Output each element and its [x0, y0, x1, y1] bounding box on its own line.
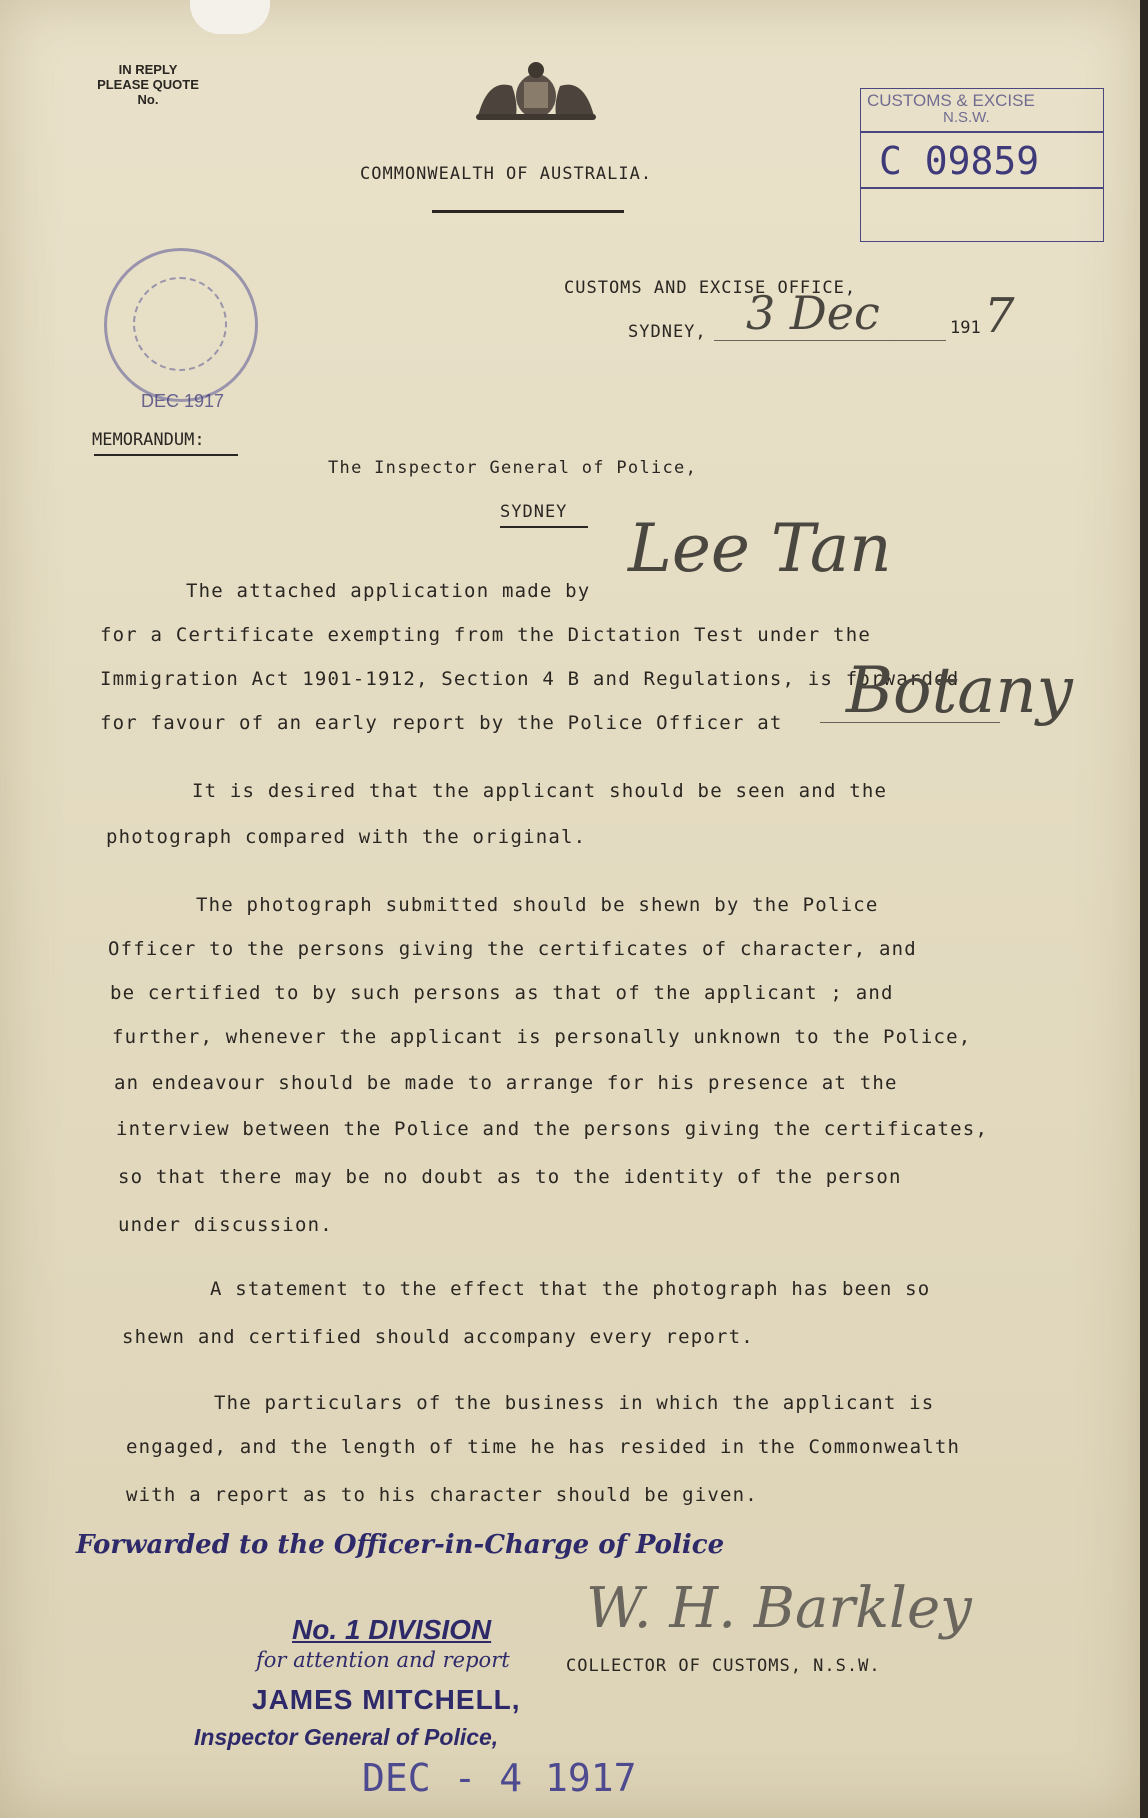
page-edge: [1140, 0, 1148, 1818]
forwarded-stamp: Forwarded to the Officer-in-Charge of Police: [76, 1530, 725, 1560]
p3-line-4: further, whenever the applicant is personally unknown to the Police,: [112, 1026, 972, 1048]
p3-line-2: Officer to the persons giving the certificates of character, and: [108, 938, 917, 960]
p3-line-3: be certified to by such persons as that of the applicant ; and: [110, 982, 894, 1004]
location-handwritten: Botany: [846, 654, 1073, 728]
stamp-divider-2: [861, 187, 1103, 189]
p1-line-4: for favour of an early report by the Police Officer at: [100, 712, 783, 734]
p3-line-7: so that there may be no doubt as to the identity of the person: [118, 1166, 902, 1188]
inspector-name: JAMES MITCHELL,: [252, 1684, 521, 1715]
received-stamp-date: DEC 1917: [141, 391, 225, 411]
coat-of-arms-icon: [468, 58, 604, 124]
division-stamp: No. 1 DIVISION: [292, 1614, 492, 1645]
stamp-state: N.S.W.: [943, 109, 990, 126]
p5-line-3: with a report as to his character should be given.: [126, 1484, 758, 1506]
reply-line-3: No.: [137, 92, 159, 107]
received-stamp: [104, 248, 258, 411]
p5-line-1: The particulars of the business in which the applicant is: [214, 1392, 935, 1414]
stamp-file-number: C 09859: [879, 139, 1040, 183]
police-date-stamp: DEC - 4 1917: [362, 1756, 637, 1800]
reply-line-1: IN REPLY: [118, 62, 178, 77]
country-heading: COMMONWEALTH OF AUSTRALIA.: [360, 164, 653, 184]
applicant-name-handwritten: Lee Tan: [628, 510, 892, 587]
p3-line-8: under discussion.: [118, 1214, 333, 1236]
heading-underline: [432, 210, 624, 213]
reply-line-2: PLEASE QUOTE: [97, 77, 199, 92]
date-line: [714, 340, 946, 341]
file-number-stamp: [860, 88, 1104, 242]
p1-line-1: The attached application made by: [186, 580, 591, 602]
p2-line-2: photograph compared with the original.: [106, 826, 587, 848]
p3-line-1: The photograph submitted should be shewn by the Police: [196, 894, 879, 916]
p4-line-2: shewn and certified should accompany every report.: [122, 1326, 754, 1348]
stamp-divider: [861, 131, 1103, 133]
received-stamp-inner: [133, 277, 227, 371]
attention-stamp: for attention and report: [256, 1648, 510, 1672]
p1-line-3: Immigration Act 1901-1912, Section 4 B and Regulations, is forwarded: [100, 668, 960, 690]
p5-line-2: engaged, and the length of time he has resided in the Commonwealth: [126, 1436, 961, 1458]
torn-corner: [190, 0, 270, 34]
addressee-city: SYDNEY: [500, 502, 568, 522]
p1-line-2: for a Certificate exempting from the Dictation Test under the: [100, 624, 871, 646]
date-handwritten: 3 Dec: [746, 286, 880, 340]
addressee-title: The Inspector General of Police,: [328, 458, 698, 478]
collector-title: COLLECTOR OF CUSTOMS, N.S.W.: [566, 1656, 881, 1676]
collector-signature: W. H. Barkley: [586, 1576, 972, 1641]
p3-line-6: interview between the Police and the persons giving the certificates,: [116, 1118, 989, 1140]
p3-line-5: an endeavour should be made to arrange for his presence at the: [114, 1072, 898, 1094]
p2-line-1: It is desired that the applicant should be seen and the: [192, 780, 888, 802]
reply-note: [78, 62, 218, 107]
p4-line-1: A statement to the effect that the photograph has been so: [210, 1278, 931, 1300]
memorandum-label: MEMORANDUM:: [92, 430, 205, 450]
stamp-office: CUSTOMS & EXCISE: [867, 91, 1035, 110]
year-handwritten: 7: [984, 288, 1015, 344]
inspector-role: Inspector General of Police,: [194, 1724, 499, 1750]
office-name: CUSTOMS AND EXCISE OFFICE,: [564, 278, 857, 298]
year-prefix: 191: [950, 318, 981, 338]
addressee-underline: [500, 526, 588, 528]
memorandum-underline: [94, 454, 238, 456]
office-city: SYDNEY,: [628, 322, 707, 342]
